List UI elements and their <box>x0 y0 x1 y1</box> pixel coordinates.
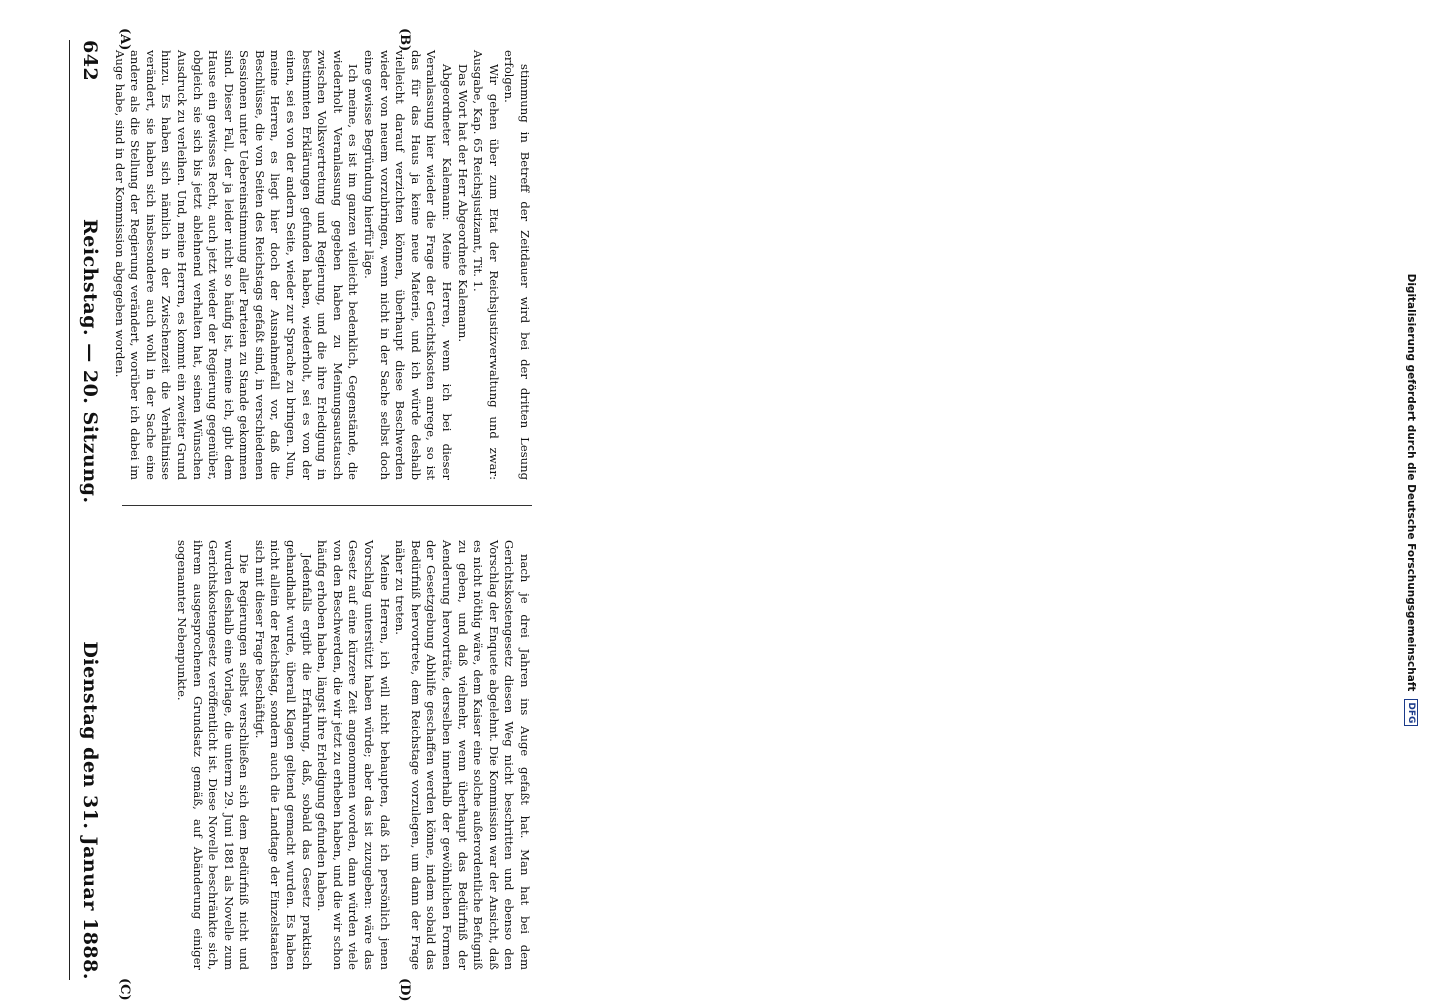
paragraph: Jedenfalls ergibt die Erfahrung, daß, sobald das Gesetz praktisch gehandhabt wurde, überall Klagen geltend gemacht wurden. Es haben nicht allein der Reichstag, sondern auch die Landtage der Einzelstaaten sich mit dieser Frage beschäftigt. <box>252 540 314 970</box>
paragraph: nach je drei Jahren ins Auge gefaßt hat. Man hat bei dem Gerichtskostengesetz diesen Weg nicht beschritten und ebenso den Vorschlag der Enquete abgelehnt. Die Kommission war der Ansicht, daß es nicht nöthig wäre, dem Kaiser eine solche außerordentliche Befugniß zu geben, und daß vielmehr, wenn überhaupt das Bedürfniß der Aenderung hervorträte, derselben innerhalb der gewöhnlichen Formen der Gesetzgebung Abhilfe geschaffen werden könne, indem sobald das Bedürfniß hervortrete, dem Reichstage vorzulegen, um dann der Frage näher zu treten. <box>393 540 532 970</box>
column-divider <box>122 505 532 506</box>
paragraph: Ich meine, es ist im ganzen vielleicht bedenklich, Gegenstände, die wiederholt Veranlassung gegeben haben zu Meinungsaustausch zwischen Volksvertretung und Regierung, und die ihre Erledigung in bestimmten Erklärungen gefunden haben, wiederholt, sei es von der einen, sei es von der andern Seite, wieder zur Sprache zu bringen. Nun, meine Herren, es liegt hier doch der Ausnahmefall vor, daß die Beschlüsse, die von Seiten des Reichstags gefaßt sind, in verschiedenen Sessionen unter Uebereinstimmung aller Parteien zu Stande gekommen sind. Dieser Fall, der ja leider nicht so häufig ist, meine ich, gibt dem Hause ein gewisses Recht, auch jetzt wieder der Regierung gegenüber, obgleich sie sich bis jetzt ablehnend verhalten hat, seinen Wünschen Ausdruck zu verleihen. Und, meine Herren, es kommt ein zweiter Grund hinzu. Es haben sich nämlich in der Zwischenzeit die Verhältnisse verändert, sie haben sich insbesondere auch wohl in der Sache eine andere als die Stellung der Regierung verändert, worüber ich dabei im Auge habe, sind in der Kommission abgegeben worden. <box>112 50 361 480</box>
page-header <box>69 40 110 980</box>
paragraph: stimmung in Betreff der Zeitdauer wird bei der dritten Lesung erfolgen. <box>502 50 532 480</box>
margin-marker-b: (B) <box>397 28 412 52</box>
credit-text: Digitalisierung gefördert durch die Deutsche Forschungsgemeinschaft <box>1405 273 1417 692</box>
paragraph: Das Wort hat der Herr Abgeordnete Kalemann. <box>455 64 470 343</box>
paragraph: Wir gehen über zum Etat der Reichsjustizverwaltung und zwar: Ausgabe, Kap. 65 Reichsjustizamt, Tit. 1. <box>471 50 501 480</box>
right-column <box>122 540 532 970</box>
header-center-title: Reichstag. — 20. Sitzung. <box>79 218 101 504</box>
margin-marker-d: (D) <box>397 978 412 1002</box>
paragraph: Meine Herren, ich will nicht behaupten, daß ich persönlich jenen Vorschlag unterstützt haben würde; aber das ist zuzugeben: wäre das Gesetz auf eine kürzere Zeit angenommen worden, dann würden viele von den Beschwerden, die wir jetzt zu erheben haben, und die wir schon häufig erhoben haben, längst ihre Erledigung gefunden haben. <box>315 540 392 970</box>
paragraph: Die Regierungen selbst verschließen sich dem Bedürfniß nicht und wurden deshalb eine Vorlage, die unterm 29. Juni 1881 als Novelle zum Gerichtskostengesetz veröffentlicht ist. Diese Novelle beschränkte sich, ihrem ausgesprochenen Grundsatz gemäß, auf Abänderung einiger sogenannter Nebenpunkte. <box>174 540 252 970</box>
header-date: Dienstag den 31. Januar 1888. <box>79 641 101 980</box>
paragraph: Abgeordneter Kalemann: Meine Herren, wenn ich bei dieser Veranlassung hier wieder die Frage der Gerichtskosten anrege, so ist das für das Haus ja keine neue Materie, und ich würde deshalb vielleicht darauf verzichten können, überhaupt diese Beschwerden wieder von neuem vorzubringen, wenn nicht in der Sache selbst doch eine gewisse Begründung hierfür läge. <box>362 50 455 480</box>
dfg-logo-icon: DFG <box>1404 699 1418 726</box>
margin-marker-c: (C) <box>117 978 132 1001</box>
page-number: 642 <box>79 40 101 82</box>
digitization-credit <box>1402 0 1420 1000</box>
left-column <box>112 50 532 480</box>
margin-marker-a: (A) <box>117 28 132 51</box>
